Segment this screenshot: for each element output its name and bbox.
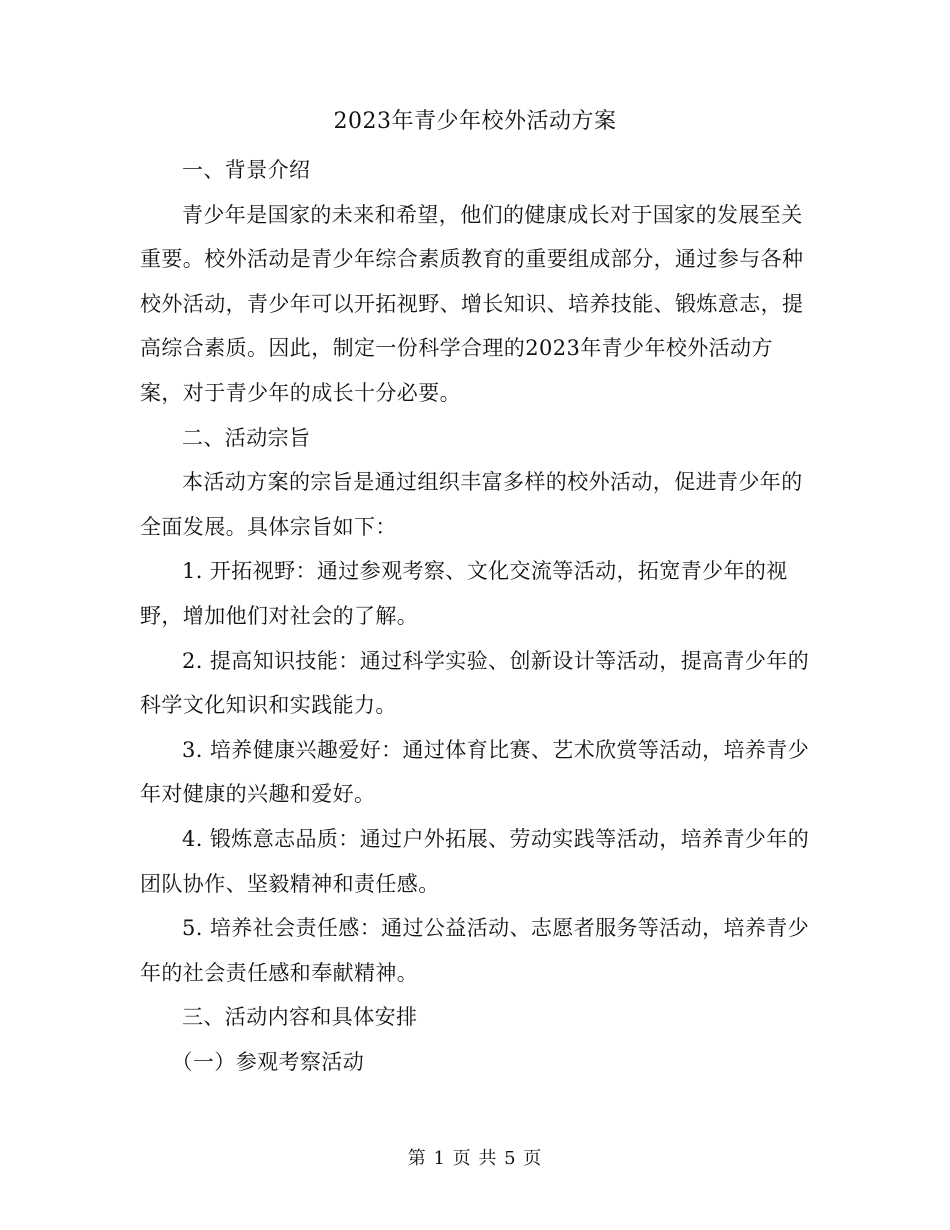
list-item-broaden-horizons: 1. 开拓视野：通过参观考察、文化交流等活动，拓宽青少年的视野，增加他们对社会的了解。 xyxy=(140,559,788,628)
document-body xyxy=(140,148,810,1084)
section-heading-purpose: 二、活动宗旨 xyxy=(182,425,311,450)
subsection-heading-visits: （一）参观考察活动 xyxy=(171,1049,365,1074)
section-heading-activities: 三、活动内容和具体安排 xyxy=(182,1005,418,1030)
list-item-willpower: 4. 锻炼意志品质：通过户外拓展、劳动实践等活动，培养青少年的团队协作、坚毅精神和责任感。 xyxy=(140,826,810,896)
list-item-social-responsibility: 5. 培养社会责任感：通过公益活动、志愿者服务等活动，培养青少年的社会责任感和奉献精神。 xyxy=(140,916,810,985)
list-item-knowledge-skills: 2. 提高知识技能：通过科学实验、创新设计等活动，提高青少年的科学文化知识和实践能力。 xyxy=(140,648,810,718)
page-footer: 第 1 页 共 5 页 xyxy=(407,1148,543,1169)
paragraph-purpose-intro: 本活动方案的宗旨是通过组织丰富多样的校外活动，促进青少年的全面发展。具体宗旨如下： xyxy=(140,470,803,539)
section-heading-background: 一、背景介绍 xyxy=(182,158,311,182)
paragraph-background: 青少年是国家的未来和希望，他们的健康成长对于国家的发展至关重要。校外活动是青少年综合素质教育的重要组成部分，通过参与各种校外活动，青少年可以开拓视野、增长知识、培养技能、锻炼意志，提高综合素质。因此，制定一份科学合理的2023年青少年校外活动方案，对于青少年的成长十分必要。 xyxy=(140,202,804,405)
list-item-healthy-hobbies: 3. 培养健康兴趣爱好：通过体育比赛、艺术欣赏等活动，培养青少年对健康的兴趣和爱好。 xyxy=(140,737,810,807)
document-title: 2023年青少年校外活动方案 xyxy=(333,109,617,134)
